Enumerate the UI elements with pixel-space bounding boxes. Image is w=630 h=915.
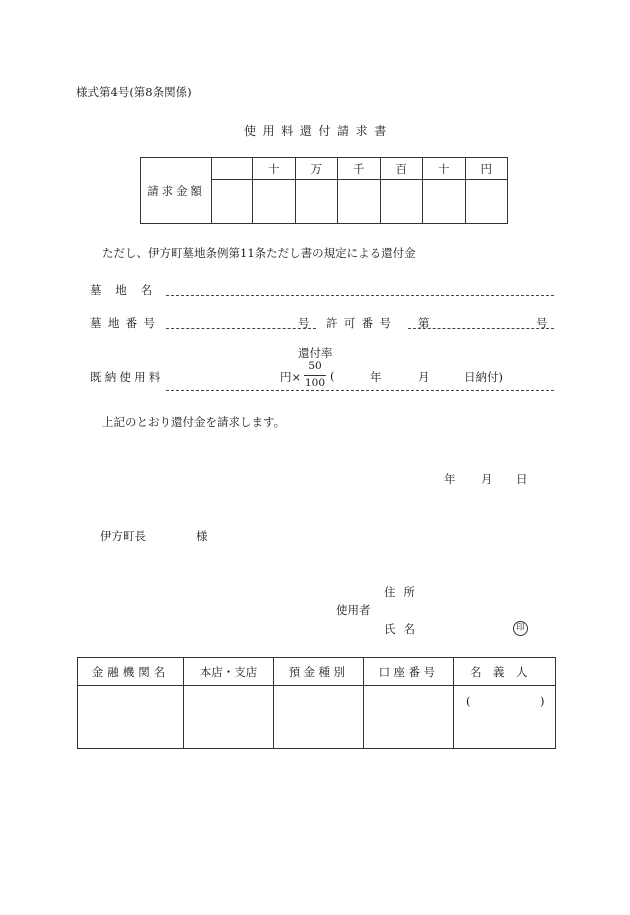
- amount-cell[interactable]: [380, 180, 423, 224]
- amount-cell[interactable]: [253, 180, 296, 224]
- holder-paren-open: (: [466, 694, 471, 708]
- seal-icon: 印: [513, 621, 528, 636]
- amount-cell[interactable]: [465, 180, 508, 224]
- addressee-honorific: 様: [196, 529, 208, 543]
- user-label: 使用者: [336, 603, 371, 617]
- holder-paren-close: ): [540, 694, 545, 708]
- date-month: 月: [481, 472, 493, 486]
- bank-header: 名義人: [454, 658, 556, 686]
- permit-prefix: 第: [418, 316, 430, 330]
- address-label: 住所: [384, 585, 424, 599]
- bank-cell-account-number[interactable]: [364, 686, 454, 749]
- date-day: 日: [516, 472, 528, 486]
- date-year: 年: [444, 472, 456, 486]
- name-label: 氏名: [384, 622, 424, 636]
- bank-cell-holder[interactable]: [454, 686, 556, 749]
- bank-header: 口座番号: [364, 658, 454, 686]
- permit-suffix: 号: [536, 316, 548, 330]
- amount-unit: 千: [338, 158, 381, 180]
- paid-date-open-paren: (: [330, 369, 335, 383]
- permit-number-label: 許可番号: [326, 316, 398, 330]
- amount-cell[interactable]: [212, 180, 253, 224]
- bank-header: 預金種別: [274, 658, 364, 686]
- amount-table: [140, 157, 508, 224]
- bank-header: 本店・支店: [184, 658, 274, 686]
- paid-day: 日納付): [464, 370, 503, 384]
- amount-unit: 十: [423, 158, 466, 180]
- amount-unit: 万: [295, 158, 338, 180]
- amount-unit: 百: [380, 158, 423, 180]
- amount-cell[interactable]: [295, 180, 338, 224]
- grave-number-field[interactable]: [166, 328, 316, 329]
- paid-fee-field[interactable]: [166, 390, 554, 391]
- fraction-bar: [304, 375, 326, 376]
- refund-rate-label: 還付率: [298, 346, 333, 360]
- grave-site-field[interactable]: [166, 295, 554, 296]
- paid-year: 年: [370, 370, 382, 384]
- form-number: 様式第4号(第8条関係): [76, 85, 192, 99]
- refund-note: ただし、伊方町墓地条例第11条ただし書の規定による還付金: [102, 246, 416, 260]
- bank-cell-branch[interactable]: [184, 686, 274, 749]
- amount-cell[interactable]: [338, 180, 381, 224]
- addressee-name: 伊方町長: [100, 529, 146, 543]
- yen-times: 円×: [280, 370, 302, 384]
- bank-cell-deposit-type[interactable]: [274, 686, 364, 749]
- fraction-denominator: 100: [304, 377, 326, 389]
- bank-header: 金融機関名: [78, 658, 184, 686]
- grave-site-label: 墓地名: [90, 283, 166, 297]
- amount-cell[interactable]: [423, 180, 466, 224]
- request-statement: 上記のとおり還付金を請求します。: [102, 415, 286, 429]
- amount-row-label: 請求金額: [141, 158, 212, 224]
- amount-unit: 円: [465, 158, 508, 180]
- fraction-numerator: 50: [308, 360, 322, 372]
- amount-unit: 十: [253, 158, 296, 180]
- bank-cell-institution[interactable]: [78, 686, 184, 749]
- bank-table: [77, 657, 556, 749]
- grave-number-suffix: 号: [298, 316, 310, 330]
- document-title: 使用料還付請求書: [244, 124, 393, 138]
- paid-fee-label: 既納使用料: [90, 370, 164, 384]
- grave-number-label: 墓地番号: [90, 316, 162, 330]
- paid-month: 月: [418, 370, 430, 384]
- amount-unit-blank: [212, 158, 253, 180]
